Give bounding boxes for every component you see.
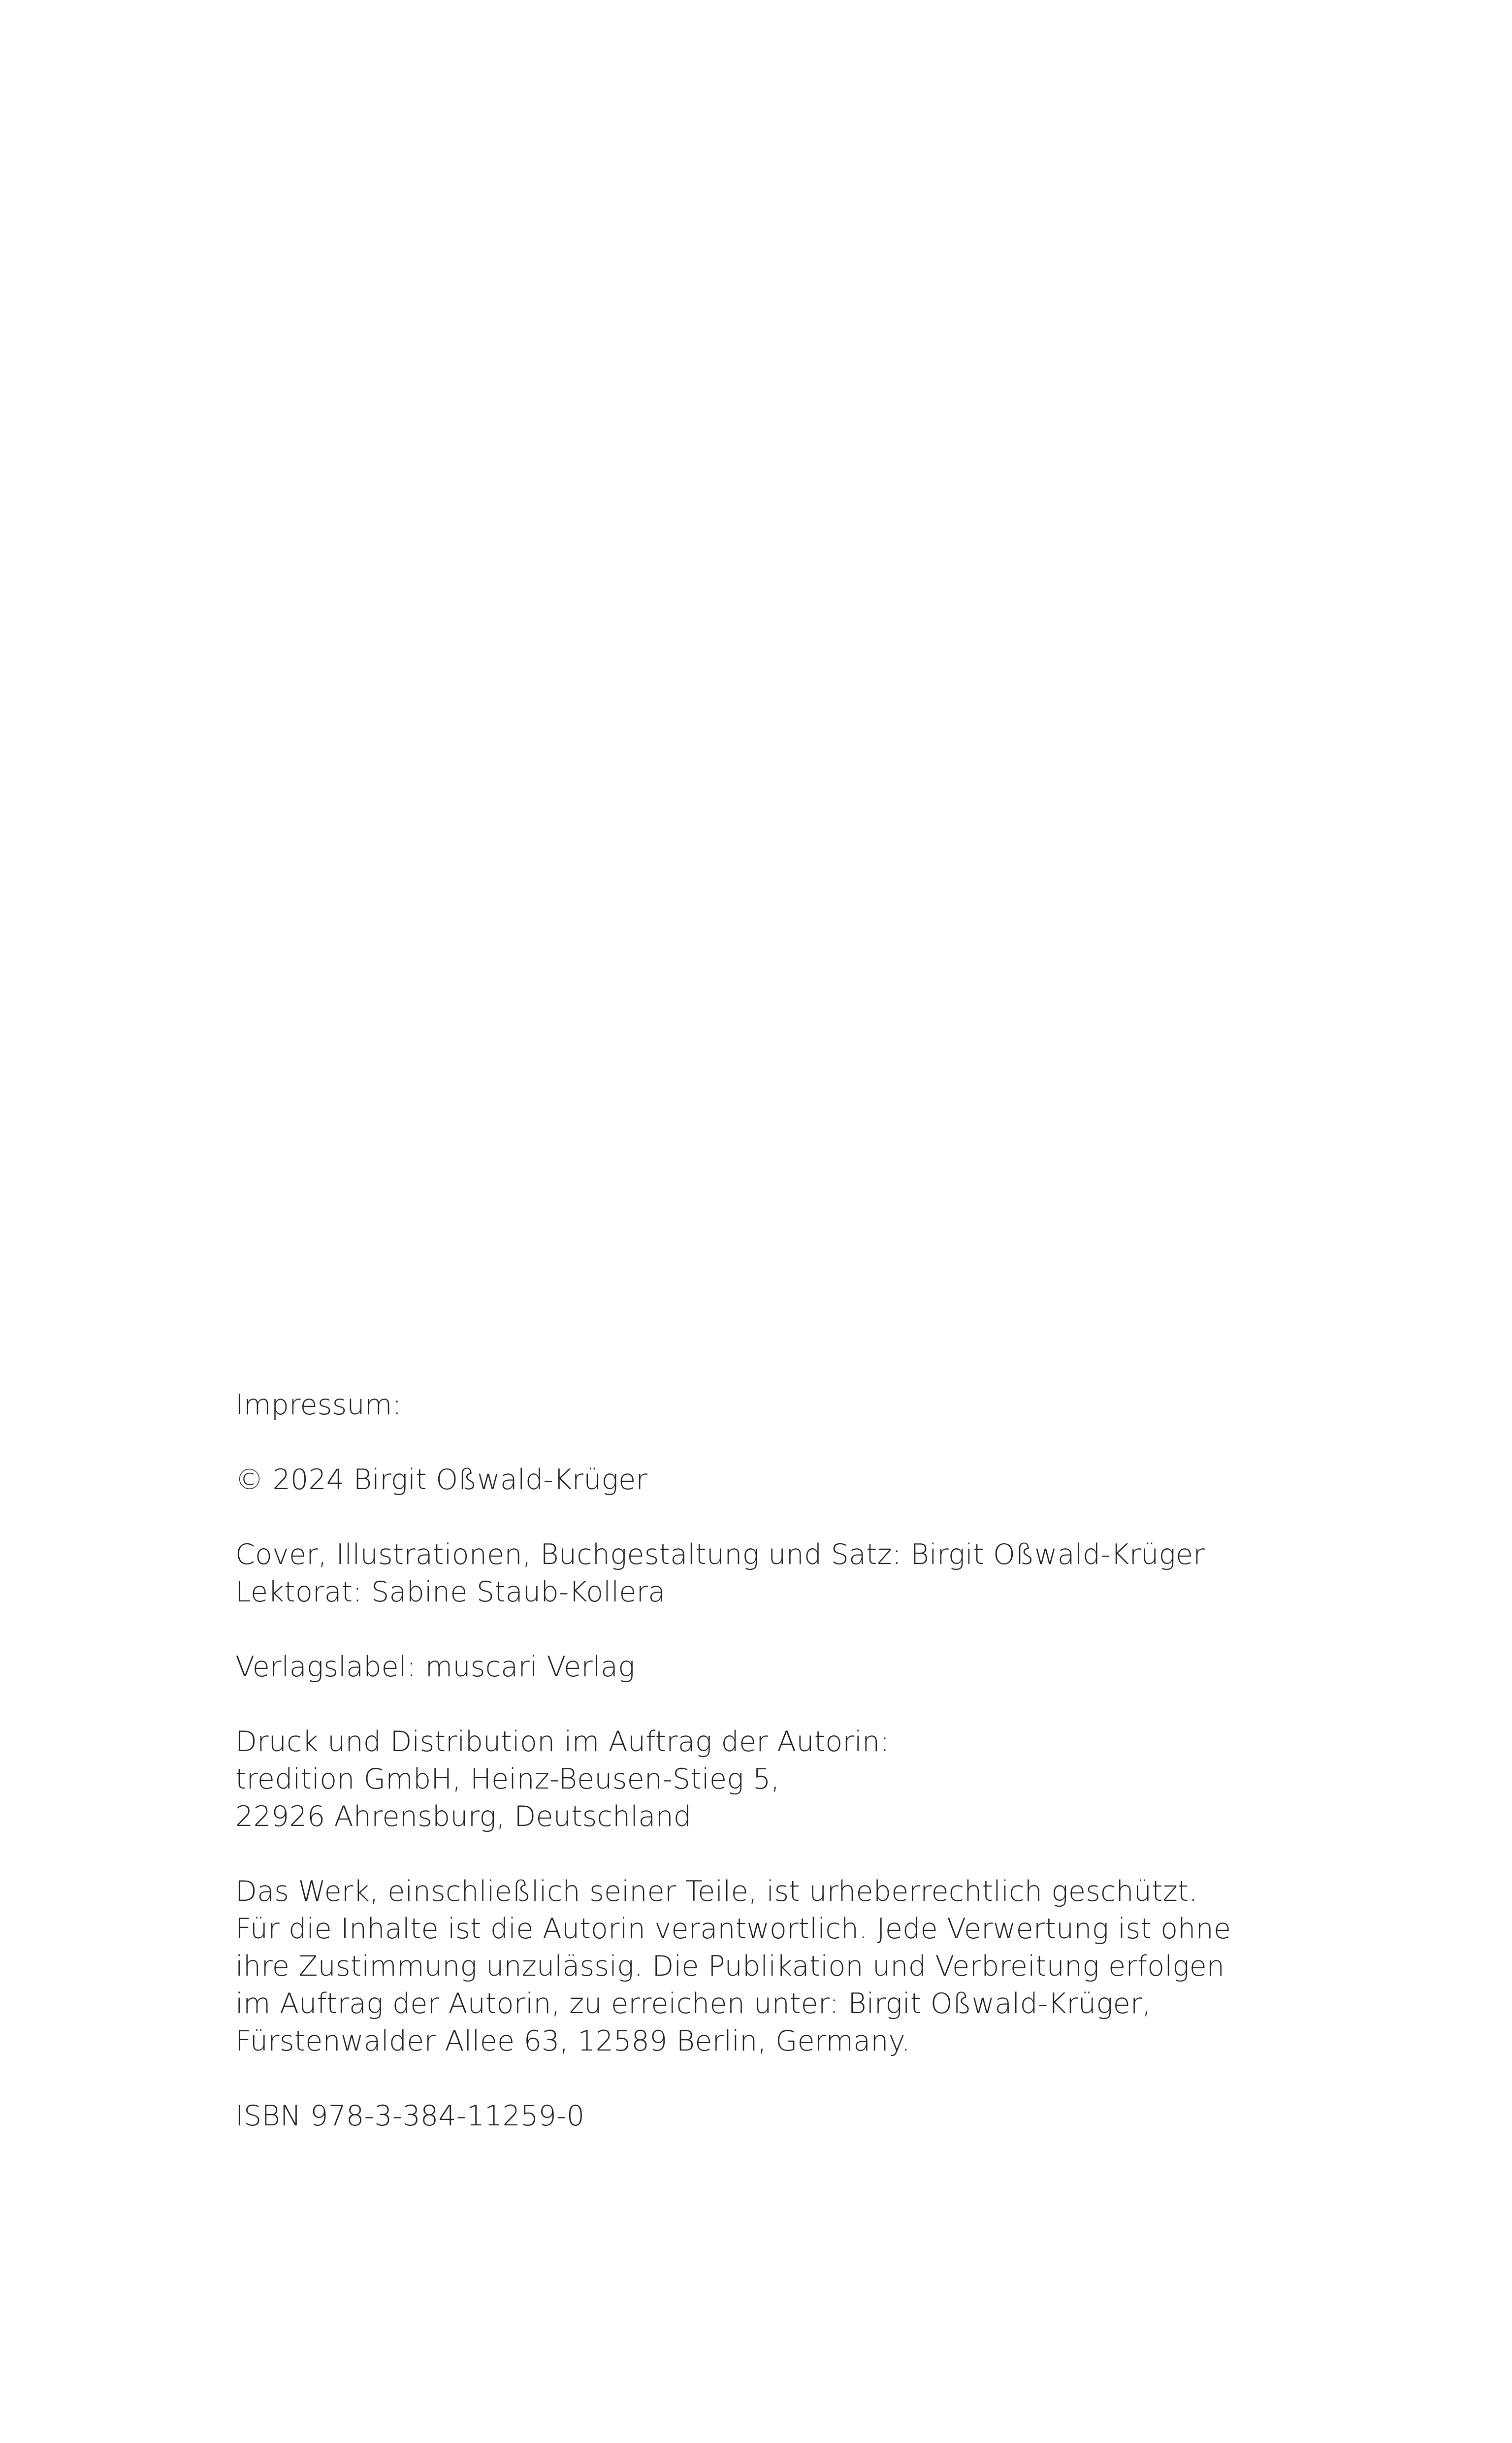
imprint-heading-block (235, 1386, 1220, 1424)
credits-line-editor: Lektorat: Sabine Staub-Kollera (235, 1576, 666, 1608)
copyright-block (235, 1461, 1220, 1498)
publisher-label-block (235, 1648, 1220, 1686)
credits-block (235, 1536, 1220, 1611)
imprint-heading: Impressum: (235, 1389, 402, 1421)
isbn-block (235, 2097, 1220, 2135)
rights-line: Fürstenwalder Allee 63, 12589 Berlin, Germany. (235, 2025, 910, 2057)
distribution-block (235, 1723, 1220, 1835)
credits-line-design: Cover, Illustrationen, Buchgestaltung und Satz: Birgit Oßwald-Krüger (235, 1538, 1205, 1571)
rights-line: Das Werk, einschließlich seiner Teile, ist urheberrechtlich geschützt. (235, 1875, 1198, 1908)
rights-line: Für die Inhalte ist die Autorin verantwortlich. Jede Verwertung ist ohne (235, 1913, 1231, 1945)
publisher-label: Verlagslabel: muscari Verlag (235, 1651, 635, 1683)
copyright-notice: © 2024 Birgit Oßwald-Krüger (235, 1464, 647, 1496)
distribution-line: Druck und Distribution im Auftrag der Autorin: (235, 1726, 890, 1758)
rights-line: ihre Zustimmung unzulässig. Die Publikation und Verbreitung erfolgen (235, 1950, 1225, 1983)
isbn: ISBN 978-3-384-11259-0 (235, 2100, 585, 2132)
imprint-section (235, 1386, 1231, 2172)
distribution-line: 22926 Ahrensburg, Deutschland (235, 1800, 692, 1833)
rights-block (235, 1873, 1231, 2060)
distribution-line: tredition GmbH, Heinz-Beusen-Stieg 5, (235, 1763, 780, 1795)
rights-line: im Auftrag der Autorin, zu erreichen unter: Birgit Oßwald-Krüger, (235, 1987, 1151, 2020)
